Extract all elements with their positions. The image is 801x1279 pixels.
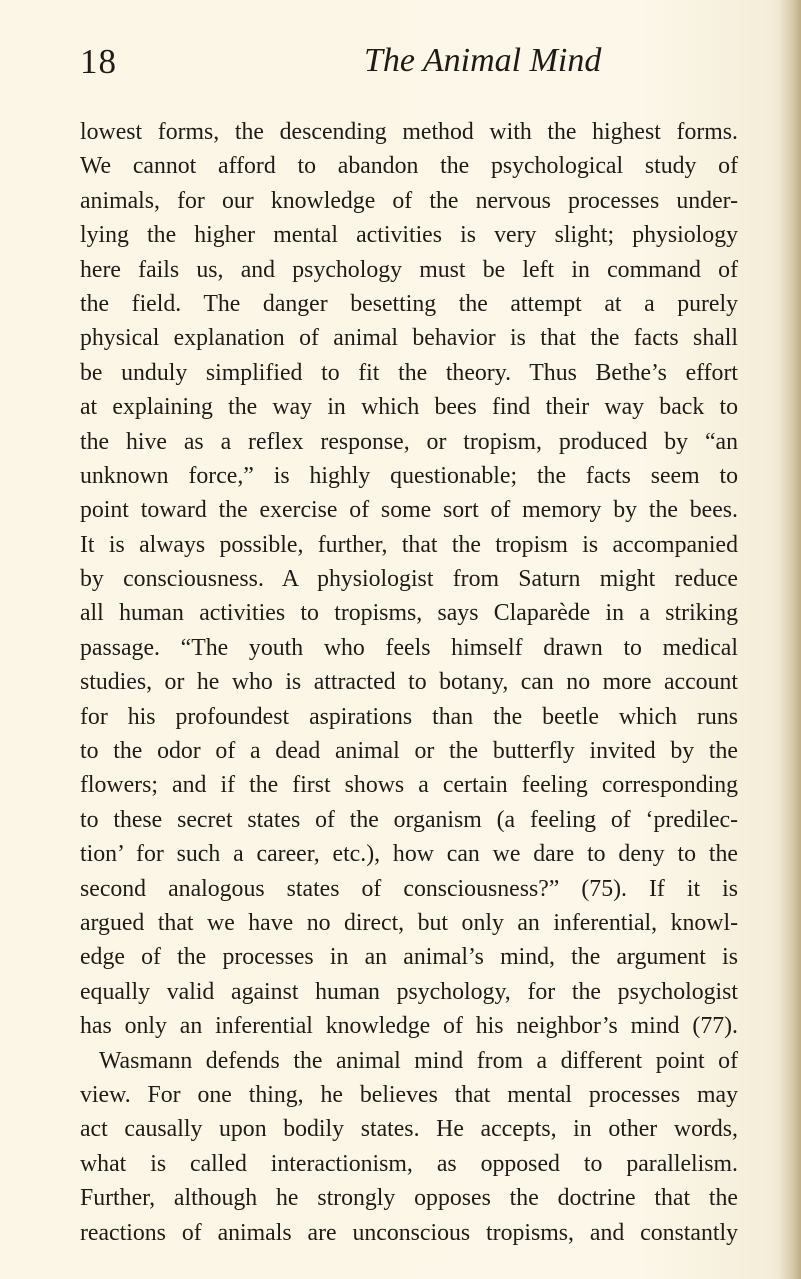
text-line: view. For one thing, he believes that mental processes may	[80, 1081, 738, 1108]
text-line: tion’ for such a career, etc.), how can we dare to deny to the	[80, 841, 738, 868]
text-line: lying the higher mental activities is very slight; physiology	[80, 222, 738, 249]
page-binding-edge	[779, 0, 801, 1279]
text-line: has only an inferential knowledge of his neighbor’s mind (77).	[80, 1013, 738, 1040]
text-line: edge of the processes in an animal’s mind, the argument is	[80, 944, 738, 971]
text-line: the field. The danger besetting the attempt at a purely	[80, 290, 738, 317]
text-line: point toward the exercise of some sort of memory by the bees.	[80, 497, 738, 524]
text-line: act causally upon bodily states. He accepts, in other words,	[80, 1116, 738, 1143]
text-line: unknown force,” is highly questionable; the facts seem to	[80, 462, 738, 489]
text-line: to the odor of a dead animal or the butterfly invited by the	[80, 738, 738, 765]
running-head	[80, 42, 720, 90]
text-line: passage. “The youth who feels himself drawn to medical	[80, 634, 738, 661]
text-line: all human activities to tropisms, says Claparède in a striking	[80, 600, 738, 627]
body-text	[80, 115, 738, 1250]
text-line: at explaining the way in which bees find their way back to	[80, 394, 738, 421]
text-line: physical explanation of animal behavior is that the facts shall	[80, 325, 738, 352]
running-title: The Animal Mind	[364, 42, 602, 79]
text-line: reactions of animals are unconscious tropisms, and constantly	[80, 1219, 738, 1246]
text-line: for his profoundest aspirations than the beetle which runs	[80, 703, 738, 730]
text-line: equally valid against human psychology, for the psychologist	[80, 978, 738, 1005]
text-line: here fails us, and psychology must be left in command of	[80, 256, 738, 283]
text-line: second analogous states of consciousness?” (75). If it is	[80, 875, 738, 902]
text-line: We cannot afford to abandon the psychological study of	[80, 153, 738, 180]
text-line: flowers; and if the first shows a certain feeling corresponding	[80, 772, 738, 799]
text-line: lowest forms, the descending method with the highest forms.	[80, 119, 738, 145]
page-number: 18	[80, 42, 117, 81]
text-line: argued that we have no direct, but only an inferential, knowl-	[80, 909, 738, 936]
text-line: the hive as a reflex response, or tropism, produced by “an	[80, 428, 738, 455]
text-line: Wasmann defends the animal mind from a different point of	[99, 1047, 738, 1074]
text-line: what is called interactionism, as opposed to parallelism.	[80, 1150, 738, 1177]
text-line: It is always possible, further, that the tropism is accompanied	[80, 531, 738, 558]
text-line: animals, for our knowledge of the nervous processes under-	[80, 187, 738, 214]
text-line: by consciousness. A physiologist from Saturn might reduce	[80, 566, 738, 593]
text-line: to these secret states of the organism (a feeling of ‘predilec-	[80, 806, 738, 833]
text-line: studies, or he who is attracted to botany, can no more account	[80, 669, 738, 696]
text-line: Further, although he strongly opposes the doctrine that the	[80, 1185, 738, 1212]
text-line: be unduly simplified to fit the theory. Thus Bethe’s effort	[80, 359, 738, 386]
